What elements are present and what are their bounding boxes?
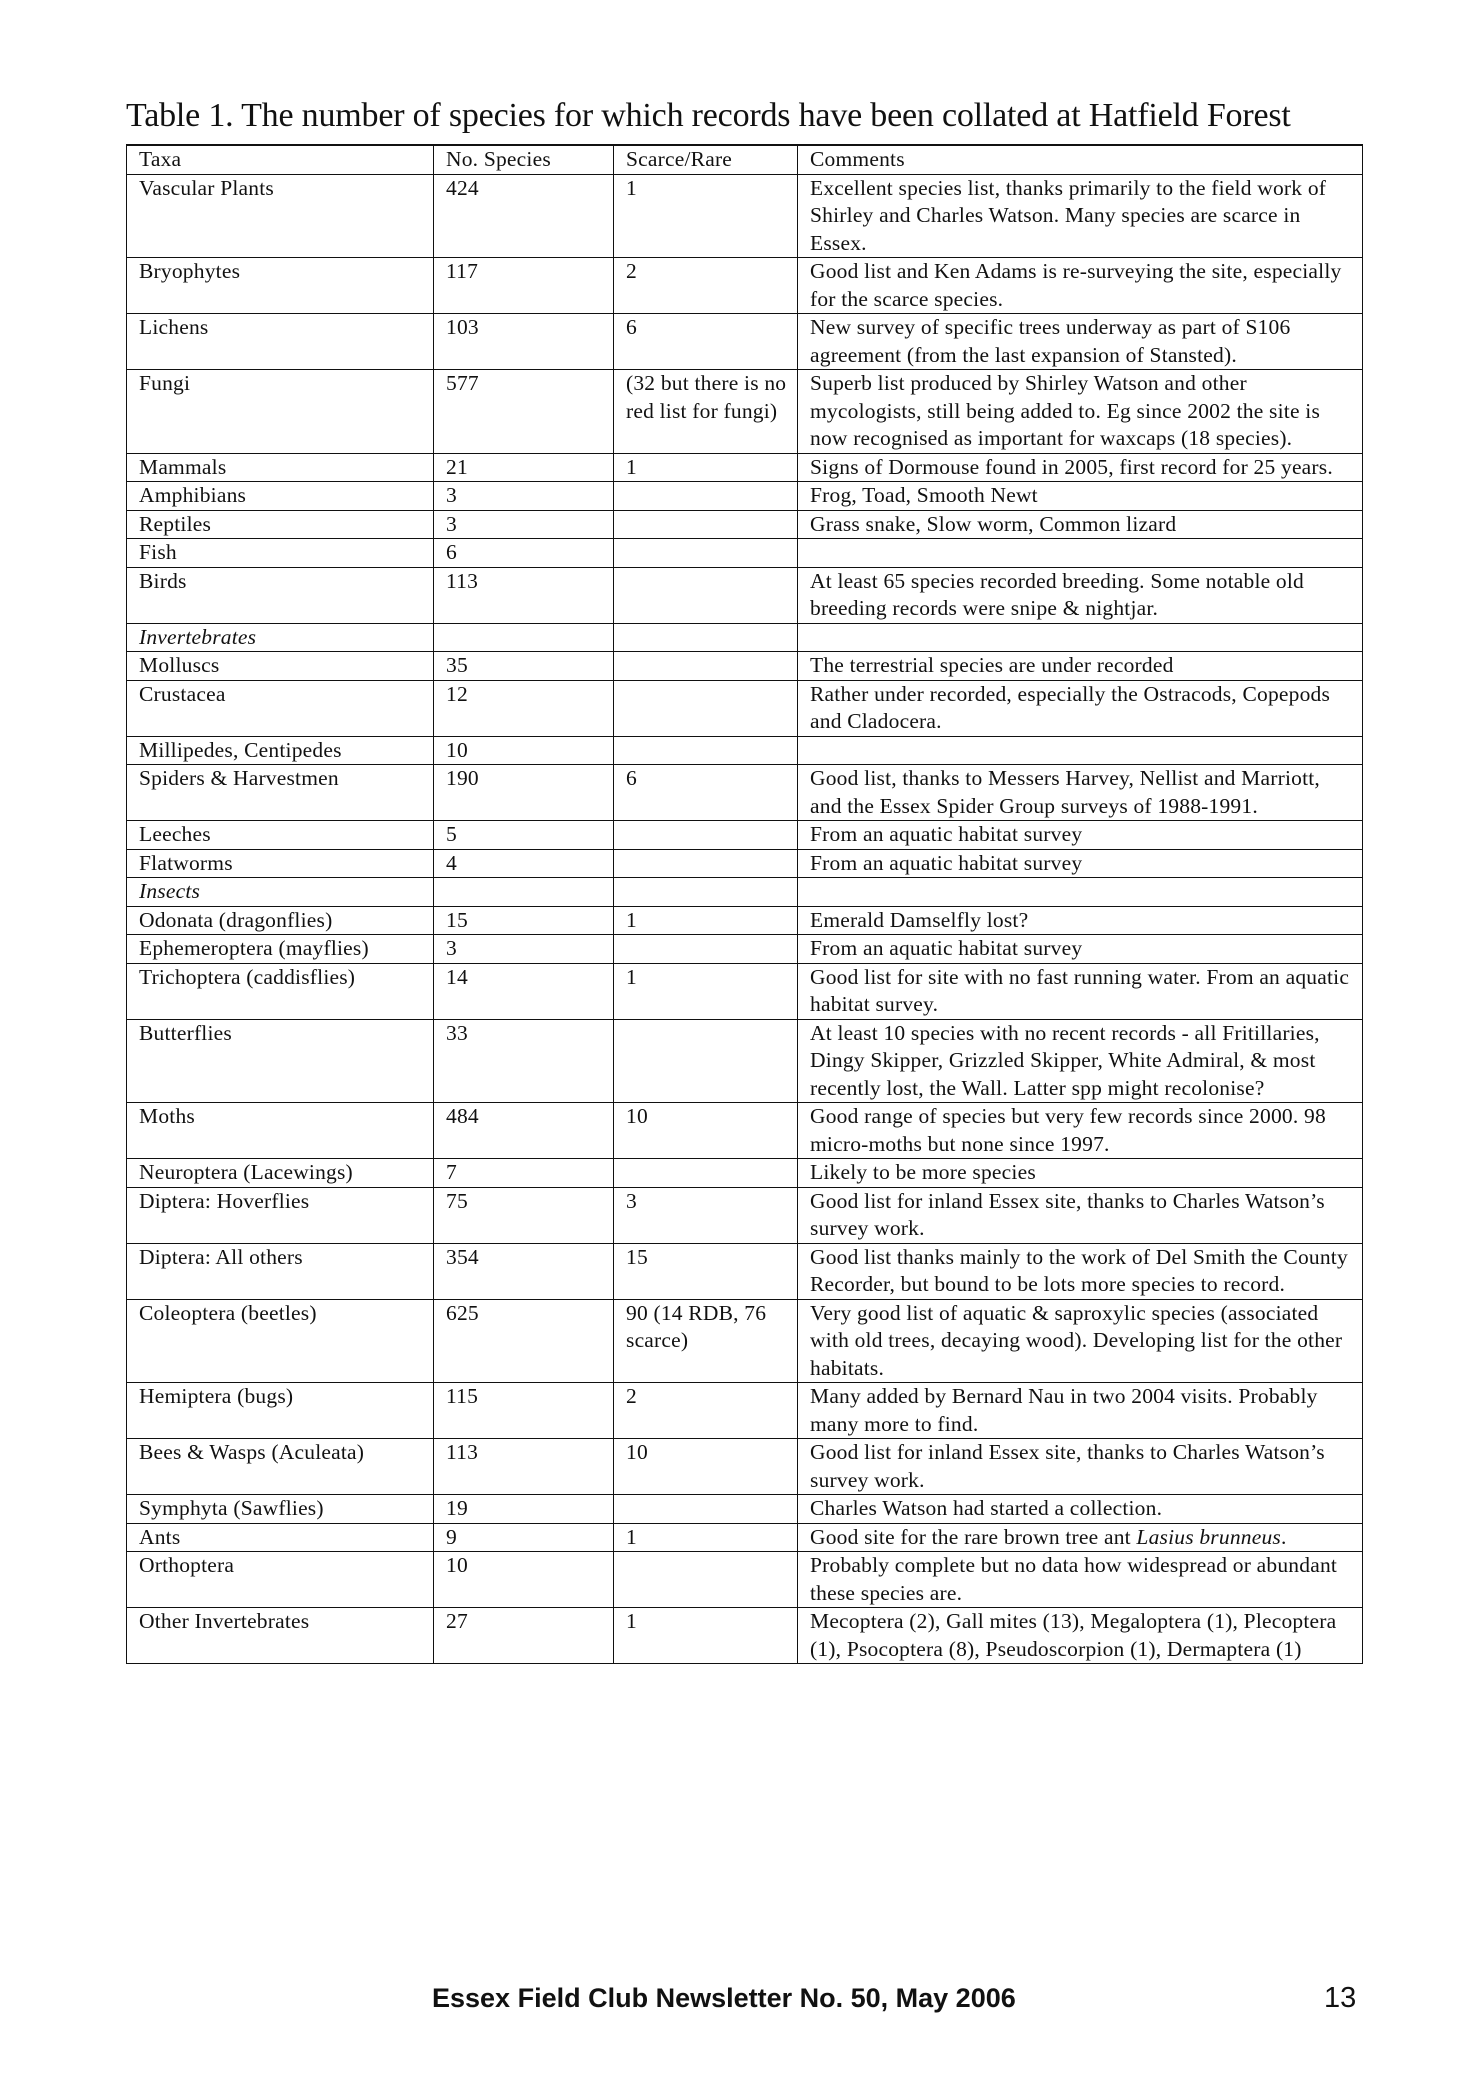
header-no-species: No. Species — [434, 145, 614, 174]
table-row — [127, 453, 1363, 482]
taxa-cell: Other Invertebrates — [127, 1608, 434, 1664]
scarce-rare-cell — [614, 623, 798, 652]
scarce-rare-cell: 1 — [614, 174, 798, 258]
comments-cell: Very good list of aquatic & saproxylic species (associated with old trees, decaying wood). Developing list for the other habitats. — [798, 1299, 1363, 1383]
species-count-cell: 424 — [434, 174, 614, 258]
table-row — [127, 510, 1363, 539]
table-row — [127, 1019, 1363, 1103]
table-row — [127, 258, 1363, 314]
taxa-cell: Moths — [127, 1103, 434, 1159]
page-number: 13 — [1324, 1982, 1357, 2014]
species-count-cell: 19 — [434, 1495, 614, 1524]
species-count-cell: 3 — [434, 510, 614, 539]
taxa-cell: Hemiptera (bugs) — [127, 1383, 434, 1439]
species-count-cell: 14 — [434, 963, 614, 1019]
table-row — [127, 680, 1363, 736]
table-row — [127, 1159, 1363, 1188]
comments-cell: Probably complete but no data how widespread or abundant these species are. — [798, 1552, 1363, 1608]
species-count-cell: 75 — [434, 1187, 614, 1243]
scarce-rare-cell — [614, 821, 798, 850]
scarce-rare-cell: 6 — [614, 765, 798, 821]
species-count-cell: 484 — [434, 1103, 614, 1159]
table-row — [127, 539, 1363, 568]
taxa-cell: Amphibians — [127, 482, 434, 511]
species-count-cell: 5 — [434, 821, 614, 850]
table-body — [127, 174, 1363, 1664]
taxa-cell: Birds — [127, 567, 434, 623]
taxa-cell: Orthoptera — [127, 1552, 434, 1608]
taxa-cell: Crustacea — [127, 680, 434, 736]
scarce-rare-cell: 2 — [614, 258, 798, 314]
comments-text: Good site for the rare brown tree ant — [810, 1524, 1137, 1549]
scarce-rare-cell: 10 — [614, 1439, 798, 1495]
table-header-row — [127, 145, 1363, 174]
section-row — [127, 623, 1363, 652]
taxa-cell: Spiders & Harvestmen — [127, 765, 434, 821]
table-row — [127, 963, 1363, 1019]
table-row — [127, 1187, 1363, 1243]
table-row — [127, 370, 1363, 454]
scarce-rare-cell — [614, 567, 798, 623]
taxa-cell: Symphyta (Sawflies) — [127, 1495, 434, 1524]
taxa-cell: Leeches — [127, 821, 434, 850]
section-row — [127, 878, 1363, 907]
scarce-rare-cell: 10 — [614, 1103, 798, 1159]
table-row — [127, 821, 1363, 850]
taxa-cell: Molluscs — [127, 652, 434, 681]
comments-cell — [798, 736, 1363, 765]
taxa-cell: Mammals — [127, 453, 434, 482]
species-name-italic: Lasius brunneus — [1136, 1524, 1281, 1549]
table-row — [127, 1299, 1363, 1383]
comments-cell: From an aquatic habitat survey — [798, 935, 1363, 964]
scarce-rare-cell — [614, 849, 798, 878]
table-row — [127, 1103, 1363, 1159]
taxa-cell: Ants — [127, 1523, 434, 1552]
species-count-cell — [434, 878, 614, 907]
taxa-cell: Neuroptera (Lacewings) — [127, 1159, 434, 1188]
comments-cell: Good list, thanks to Messers Harvey, Nellist and Marriott, and the Essex Spider Group surveys of 1988-1991. — [798, 765, 1363, 821]
species-count-cell: 4 — [434, 849, 614, 878]
comments-cell: Grass snake, Slow worm, Common lizard — [798, 510, 1363, 539]
taxa-cell: Lichens — [127, 314, 434, 370]
scarce-rare-cell — [614, 482, 798, 511]
species-count-cell: 33 — [434, 1019, 614, 1103]
comments-cell — [798, 878, 1363, 907]
comments-cell: Frog, Toad, Smooth Newt — [798, 482, 1363, 511]
taxa-cell: Millipedes, Centipedes — [127, 736, 434, 765]
species-count-cell: 115 — [434, 1383, 614, 1439]
taxa-cell: Odonata (dragonflies) — [127, 906, 434, 935]
scarce-rare-cell: 1 — [614, 963, 798, 1019]
table-row — [127, 935, 1363, 964]
scarce-rare-cell — [614, 1159, 798, 1188]
scarce-rare-cell — [614, 1019, 798, 1103]
table-row — [127, 1383, 1363, 1439]
table-row — [127, 314, 1363, 370]
taxa-cell: Flatworms — [127, 849, 434, 878]
comments-cell: The terrestrial species are under recorded — [798, 652, 1363, 681]
comments-cell: Good list thanks mainly to the work of Del Smith the County Recorder, but bound to be lots more species to record. — [798, 1243, 1363, 1299]
species-count-cell: 113 — [434, 1439, 614, 1495]
taxa-cell: Bryophytes — [127, 258, 434, 314]
header-taxa: Taxa — [127, 145, 434, 174]
comments-cell: New survey of specific trees underway as part of S106 agreement (from the last expansion of Stansted). — [798, 314, 1363, 370]
comments-cell: Emerald Damselfly lost? — [798, 906, 1363, 935]
comments-cell — [798, 623, 1363, 652]
taxa-cell: Insects — [127, 878, 434, 907]
comments-cell: At least 10 species with no recent records - all Fritillaries, Dingy Skipper, Grizzled Skipper, White Admiral, & most recently lost, the Wall. Latter spp might recolonise? — [798, 1019, 1363, 1103]
scarce-rare-cell — [614, 878, 798, 907]
comments-cell — [798, 1523, 1363, 1552]
species-count-cell: 9 — [434, 1523, 614, 1552]
table-row — [127, 1552, 1363, 1608]
comments-cell: From an aquatic habitat survey — [798, 821, 1363, 850]
scarce-rare-cell: (32 but there is no red list for fungi) — [614, 370, 798, 454]
table-row — [127, 849, 1363, 878]
comments-cell: Superb list produced by Shirley Watson and other mycologists, still being added to. Eg since 2002 the site is now recognised as important for waxcaps (18 species). — [798, 370, 1363, 454]
taxa-cell: Butterflies — [127, 1019, 434, 1103]
species-count-cell: 625 — [434, 1299, 614, 1383]
scarce-rare-cell: 1 — [614, 1523, 798, 1552]
scarce-rare-cell — [614, 652, 798, 681]
comments-cell: Good range of species but very few records since 2000. 98 micro-moths but none since 1997. — [798, 1103, 1363, 1159]
species-count-cell: 354 — [434, 1243, 614, 1299]
table-row — [127, 1608, 1363, 1664]
taxa-cell: Ephemeroptera (mayflies) — [127, 935, 434, 964]
taxa-cell: Coleoptera (beetles) — [127, 1299, 434, 1383]
species-count-cell: 117 — [434, 258, 614, 314]
taxa-cell: Bees & Wasps (Aculeata) — [127, 1439, 434, 1495]
comments-cell: Excellent species list, thanks primarily to the field work of Shirley and Charles Watson. Many species are scarce in Essex. — [798, 174, 1363, 258]
comments-cell: Mecoptera (2), Gall mites (13), Megaloptera (1), Plecoptera (1), Psocoptera (8), Pseudoscorpion (1), Dermaptera (1) — [798, 1608, 1363, 1664]
scarce-rare-cell — [614, 680, 798, 736]
table-row — [127, 736, 1363, 765]
scarce-rare-cell — [614, 1495, 798, 1524]
taxa-cell: Fungi — [127, 370, 434, 454]
scarce-rare-cell: 1 — [614, 453, 798, 482]
comments-cell: Good list and Ken Adams is re-surveying the site, especially for the scarce species. — [798, 258, 1363, 314]
species-count-cell: 7 — [434, 1159, 614, 1188]
comments-cell: Many added by Bernard Nau in two 2004 visits. Probably many more to find. — [798, 1383, 1363, 1439]
species-count-cell: 3 — [434, 482, 614, 511]
scarce-rare-cell — [614, 736, 798, 765]
species-count-cell: 103 — [434, 314, 614, 370]
table-row — [127, 652, 1363, 681]
header-scarce-rare: Scarce/Rare — [614, 145, 798, 174]
scarce-rare-cell — [614, 510, 798, 539]
header-comments: Comments — [798, 145, 1363, 174]
scarce-rare-cell: 1 — [614, 1608, 798, 1664]
species-count-cell: 15 — [434, 906, 614, 935]
species-count-cell — [434, 623, 614, 652]
species-table — [126, 144, 1363, 1664]
scarce-rare-cell — [614, 1552, 798, 1608]
scarce-rare-cell: 15 — [614, 1243, 798, 1299]
scarce-rare-cell: 1 — [614, 906, 798, 935]
comments-cell: Rather under recorded, especially the Ostracods, Copepods and Cladocera. — [798, 680, 1363, 736]
comments-cell: Signs of Dormouse found in 2005, first record for 25 years. — [798, 453, 1363, 482]
table-row — [127, 765, 1363, 821]
taxa-cell: Invertebrates — [127, 623, 434, 652]
table-row — [127, 906, 1363, 935]
species-count-cell: 10 — [434, 736, 614, 765]
species-count-cell: 113 — [434, 567, 614, 623]
species-count-cell: 190 — [434, 765, 614, 821]
scarce-rare-cell: 2 — [614, 1383, 798, 1439]
table-row — [127, 174, 1363, 258]
table-row — [127, 1243, 1363, 1299]
scarce-rare-cell: 3 — [614, 1187, 798, 1243]
comments-cell: Likely to be more species — [798, 1159, 1363, 1188]
scarce-rare-cell — [614, 935, 798, 964]
page-title: Table 1. The number of species for which records have been collated at Hatfield Forest — [126, 97, 1291, 134]
table-row — [127, 1523, 1363, 1552]
table-row — [127, 567, 1363, 623]
comments-cell: Charles Watson had started a collection. — [798, 1495, 1363, 1524]
scarce-rare-cell — [614, 539, 798, 568]
species-count-cell: 6 — [434, 539, 614, 568]
comments-cell: From an aquatic habitat survey — [798, 849, 1363, 878]
taxa-cell: Fish — [127, 539, 434, 568]
taxa-cell: Diptera: All others — [127, 1243, 434, 1299]
table-row — [127, 482, 1363, 511]
scarce-rare-cell: 90 (14 RDB, 76 scarce) — [614, 1299, 798, 1383]
footer-newsletter-title: Essex Field Club Newsletter No. 50, May 2006 — [432, 1983, 1016, 2013]
comments-cell: Good list for inland Essex site, thanks to Charles Watson’s survey work. — [798, 1439, 1363, 1495]
comments-text-end: . — [1280, 1524, 1287, 1549]
species-count-cell: 3 — [434, 935, 614, 964]
comments-cell: At least 65 species recorded breeding. Some notable old breeding records were snipe & nightjar. — [798, 567, 1363, 623]
scarce-rare-cell: 6 — [614, 314, 798, 370]
taxa-cell: Vascular Plants — [127, 174, 434, 258]
taxa-cell: Reptiles — [127, 510, 434, 539]
taxa-cell: Trichoptera (caddisflies) — [127, 963, 434, 1019]
species-count-cell: 12 — [434, 680, 614, 736]
species-count-cell: 577 — [434, 370, 614, 454]
species-count-cell: 35 — [434, 652, 614, 681]
comments-cell — [798, 539, 1363, 568]
species-count-cell: 10 — [434, 1552, 614, 1608]
table-row — [127, 1495, 1363, 1524]
comments-cell: Good list for inland Essex site, thanks to Charles Watson’s survey work. — [798, 1187, 1363, 1243]
comments-cell: Good list for site with no fast running water. From an aquatic habitat survey. — [798, 963, 1363, 1019]
species-count-cell: 27 — [434, 1608, 614, 1664]
species-count-cell: 21 — [434, 453, 614, 482]
table-row — [127, 1439, 1363, 1495]
taxa-cell: Diptera: Hoverflies — [127, 1187, 434, 1243]
